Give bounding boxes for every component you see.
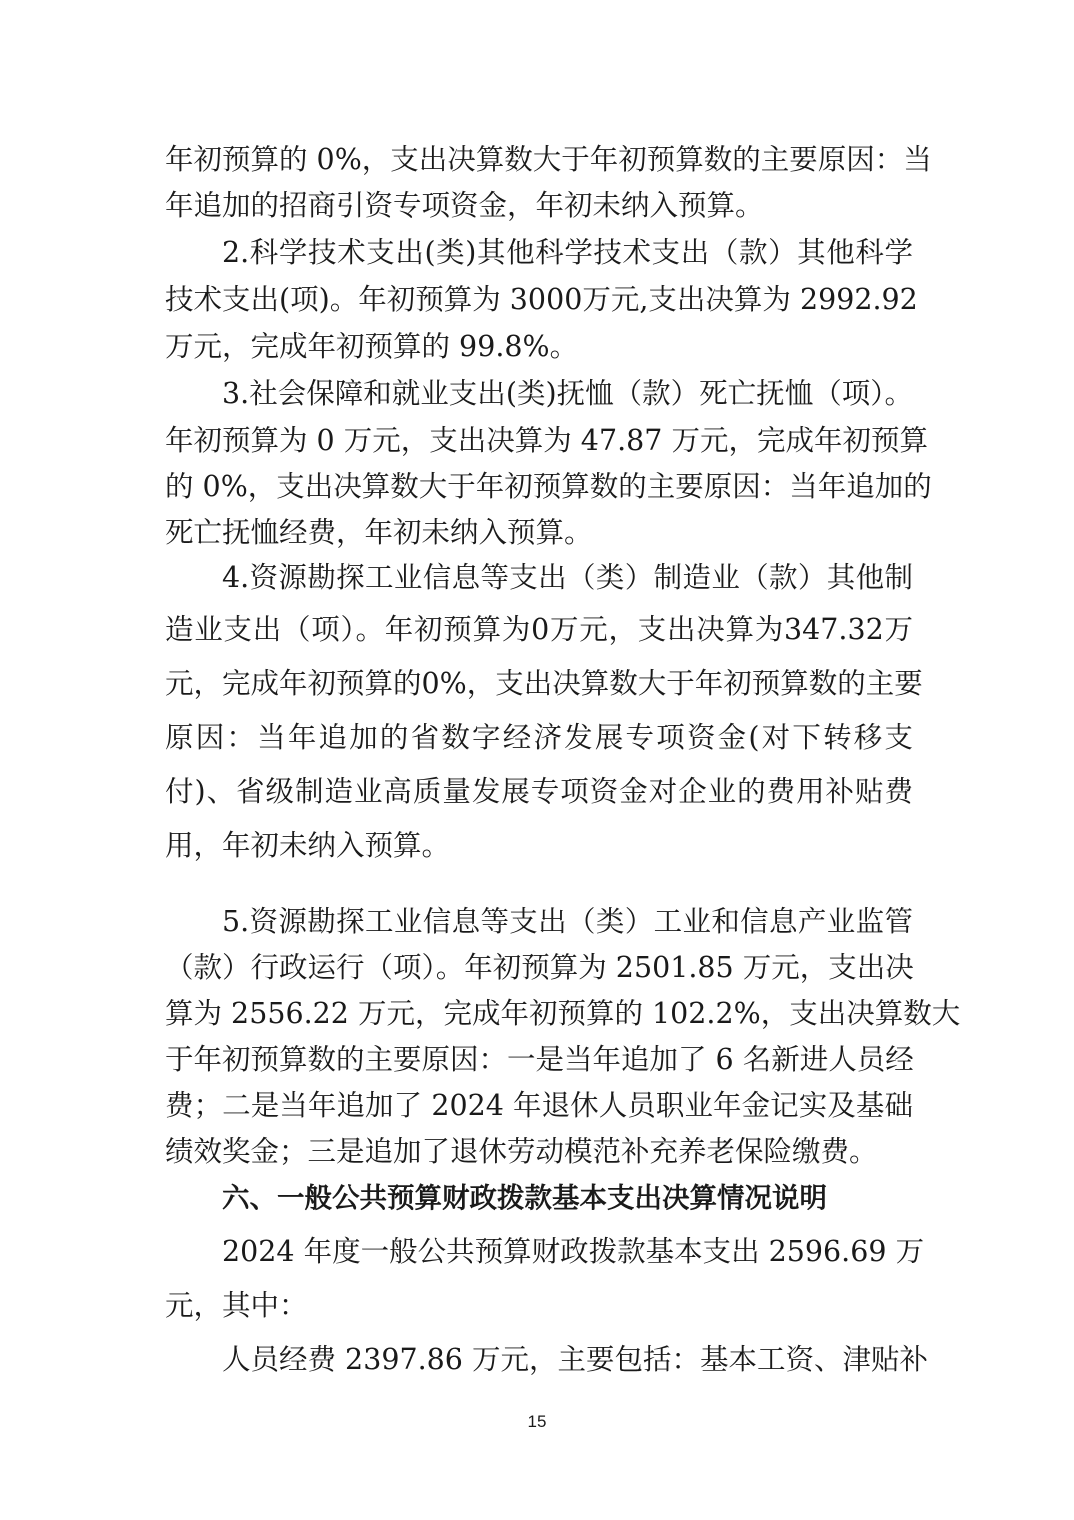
paragraph-line: 人员经费 2397.86 万元，主要包括：基本工资、津贴补 [222,1343,928,1376]
paragraph-line: 年追加的招商引资专项资金，年初未纳入预算。 [165,189,764,222]
paragraph-line: 死亡抚恤经费，年初未纳入预算。 [165,516,593,549]
paragraph-line: 4.资源勘探工业信息等支出（类）制造业（款）其他制 [222,561,913,594]
paragraph-line: 绩效奖金；三是追加了退休劳动模范补充养老保险缴费。 [165,1135,878,1168]
paragraph-line: 元，其中： [165,1289,308,1322]
paragraph-line: 年初预算为 0 万元，支出决算为 47.87 万元，完成年初预算 [165,424,928,457]
section-heading: 六、一般公共预算财政拨款基本支出决算情况说明 [222,1182,827,1214]
paragraph-line: 付)、省级制造业高质量发展专项资金对企业的费用补贴费 [165,775,913,808]
paragraph-line: 年初预算的 0%，支出决算数大于年初预算数的主要原因：当 [165,143,932,176]
paragraph-line: 原因：当年追加的省数字经济发展专项资金(对下转移支 [165,721,913,754]
paragraph-line: 元，完成年初预算的0%，支出决算数大于年初预算数的主要 [165,667,923,700]
paragraph-line: 的 0%，支出决算数大于年初预算数的主要原因：当年追加的 [165,470,932,503]
paragraph-line: 造业支出（项）。年初预算为0万元，支出决算为347.32万 [165,613,913,646]
paragraph-line: 算为 2556.22 万元，完成年初预算的 102.2%，支出决算数大 [165,997,961,1030]
page-number: 15 [527,1412,547,1431]
paragraph-line: 于年初预算数的主要原因：一是当年追加了 6 名新进人员经 [165,1043,914,1076]
paragraph-line: 3.社会保障和就业支出(类)抚恤（款）死亡抚恤（项）。 [222,377,913,410]
paragraph-line: 2024 年度一般公共预算财政拨款基本支出 2596.69 万 [222,1235,925,1268]
paragraph-line: 费；二是当年追加了 2024 年退休人员职业年金记实及基础 [165,1089,913,1122]
paragraph-line: 2.科学技术支出(类)其他科学技术支出（款）其他科学 [222,236,913,269]
paragraph-line: 5.资源勘探工业信息等支出（类）工业和信息产业监管 [222,905,913,938]
paragraph-line: 用，年初未纳入预算。 [165,829,451,862]
paragraph-line: 技术支出(项)。年初预算为 3000万元,支出决算为 2992.92 [165,283,918,316]
paragraph-line: （款）行政运行（项）。年初预算为 2501.85 万元，支出决 [165,951,914,984]
paragraph-line: 万元，完成年初预算的 99.8%。 [165,330,579,363]
